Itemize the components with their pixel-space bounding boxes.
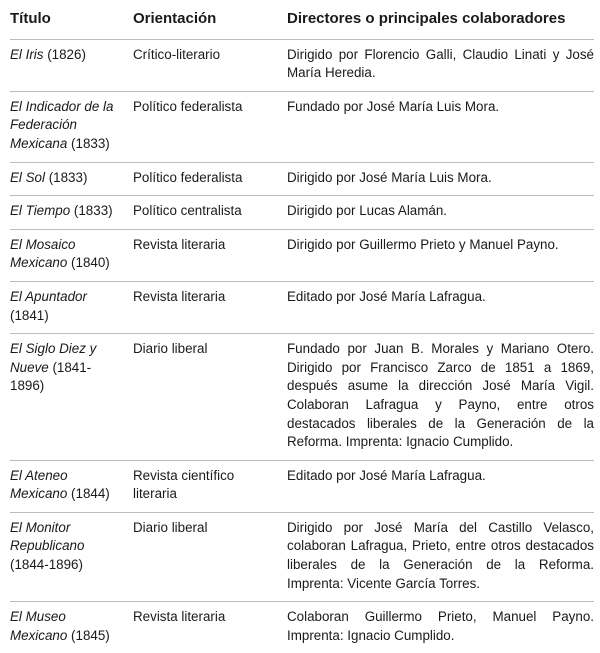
publication-name: El Iris — [10, 46, 44, 62]
cell-orientation: Revista literaria — [133, 609, 226, 625]
cell-directors: Dirigido por José María Luis Mora. — [287, 162, 594, 196]
cell-orientation: Crítico-literario — [133, 39, 287, 91]
publication-year: (1844) — [67, 486, 110, 502]
publication-year: (1826) — [43, 46, 86, 62]
cell-directors: Fundado por José María Luis Mora. — [287, 91, 594, 162]
publication-year: (1833) — [67, 135, 110, 151]
cell-directors: Dirigido por José María del Castillo Velasco, colaboran Lafragua, Prieto, entre otros destacados liberales de la Generación de la Reforma. Imprenta: Vicente García Torres. — [287, 512, 594, 601]
table-row — [10, 460, 594, 512]
cell-directors: Dirigido por Guillermo Prieto y Manuel Payno. — [287, 229, 594, 281]
table-row — [10, 162, 594, 196]
publication-name: El Siglo Diez y Nueve — [10, 341, 97, 375]
cell-orientation: Político centralista — [133, 196, 287, 230]
table-row — [10, 281, 594, 333]
cell-directors: Colaboran Guillermo Prieto, Manuel Payno. Imprenta: Ignacio Cumplido. — [287, 609, 594, 643]
publication-name: El Sol — [10, 169, 45, 185]
publication-year: (1841-1896) — [10, 359, 92, 394]
header-title: Título — [10, 8, 133, 39]
cell-orientation: Revista científico literaria — [133, 460, 287, 512]
cell-directors: Dirigido por Lucas Alamán. — [287, 196, 594, 230]
table-row — [10, 512, 594, 601]
publication-year: (1833) — [70, 203, 113, 219]
cell-title — [10, 91, 133, 162]
cell-orientation: Político federalista — [133, 162, 287, 196]
header-directors: Directores o principales colaboradores — [287, 8, 594, 39]
cell-title — [10, 334, 133, 461]
table-row — [10, 91, 594, 162]
publication-year: (1844-1896) — [10, 557, 83, 573]
publication-name: El Mosaico Mexicano — [10, 236, 76, 271]
cell-directors: Fundado por Juan B. Morales y Mariano Otero. Dirigido por Francisco Zarco de 1851 a 1869, después asume la dirección José María Vigil. Colaboran Lafragua y Payno, entre otros destacados liberales de la Generación de la Reforma. Imprenta: Ignacio Cumplido. — [287, 334, 594, 461]
cell-orientation: Revista literaria — [133, 281, 287, 333]
table-row — [10, 196, 594, 230]
cell-title — [10, 229, 133, 281]
header-orientation: Orientación — [133, 8, 287, 39]
table-header-row — [10, 8, 594, 39]
cell-title — [10, 602, 133, 653]
publication-name: El Monitor Republicano — [10, 519, 85, 554]
cell-directors: Editado por José María Lafragua. — [287, 281, 594, 333]
cell-title — [10, 281, 133, 333]
publications-table — [10, 8, 594, 653]
table-row — [10, 602, 594, 653]
table-row — [10, 334, 594, 461]
publication-name: El Museo Mexicano — [10, 609, 68, 643]
table-row — [10, 229, 594, 281]
cell-directors: Editado por José María Lafragua. — [287, 460, 594, 512]
cell-orientation: Revista literaria — [133, 229, 287, 281]
publication-year: (1833) — [44, 169, 88, 185]
publication-year: (1841) — [10, 307, 49, 323]
publication-name: El Indicador de la Federación Mexicana — [10, 98, 114, 151]
publication-name: El Tiempo — [10, 203, 71, 219]
cell-title — [10, 162, 133, 196]
cell-title — [10, 39, 133, 91]
cell-title — [10, 512, 133, 601]
publication-name: El Apuntador — [10, 288, 87, 304]
cell-orientation: Político federalista — [133, 91, 287, 162]
cell-directors: Dirigido por Florencio Galli, Claudio Linati y José María Heredia. — [287, 39, 594, 91]
cell-orientation: Diario liberal — [133, 334, 287, 461]
publication-year: (1840) — [67, 255, 110, 271]
publication-year: (1845) — [67, 627, 110, 643]
cell-title — [10, 460, 133, 512]
cell-title — [10, 196, 133, 230]
table-row — [10, 39, 594, 91]
publication-name: El Ateneo Mexicano — [10, 467, 68, 502]
cell-orientation: Diario liberal — [133, 512, 287, 601]
